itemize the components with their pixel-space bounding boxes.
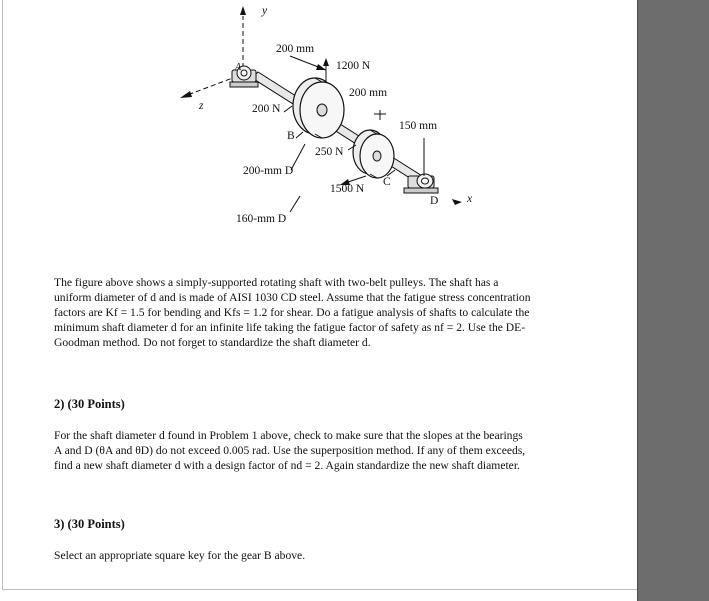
axis-z-label: z [199,100,204,112]
shaft-drawing [0,0,637,240]
point-d-label: D [430,195,439,207]
dim-150mm: 150 mm [399,120,438,132]
problem2-text [54,428,584,473]
axis-y-label: y [262,5,268,17]
pulley-c-diameter-label: 160-mm D [236,213,287,225]
problem2-heading: 2) (30 Points) [54,397,125,411]
problem2-line: For the shaft diameter d found in Problem 1 above, check to make sure that the slopes at the bearings [54,429,523,442]
problem3-text [54,548,584,563]
force-200n-label: 200 N [252,103,281,115]
problem1-line: factors are Kf = 1.5 for bending and Kfs = 1.2 for shear. Do a fatigue analysis of shafts to calculate the [54,306,530,319]
problem1-line: minimum shaft diameter d for an infinite life taking the fatigue factor of safety as nf = 2. Use the DE- [54,321,526,334]
problem3-line: Select an appropriate square key for the gear B above. [54,549,306,562]
page-bottom-border [2,589,637,590]
point-c-label: C [383,176,391,188]
point-a-label: A [235,62,242,73]
dim-200mm-mid: 200 mm [349,87,388,99]
problem2-line: A and D (θA and θD) do not exceed 0.005 rad. Use the superposition method. If any of them exceeds, [54,444,526,457]
force-250n-label: 250 N [315,146,344,158]
problem1-line: uniform diameter of d and is made of AISI 1030 CD steel. Assume that the fatigue stress concentration [54,291,531,304]
problem1-line: The figure above shows a simply-supported rotating shaft with two-belt pulleys. The shaft has a [54,276,499,289]
problem1-text [54,275,584,350]
axis-x-label: x [467,193,473,205]
force-1500n-label: 1500 N [330,183,365,195]
viewer-gutter [637,0,709,601]
problem1-line: Goodman method. Do not forget to standardize the shaft diameter d. [54,336,371,349]
pulley-b-diameter-label: 200-mm D [243,165,294,177]
shaft-figure [0,0,637,240]
problem2-line: find a new shaft diameter d with a design factor of nd = 2. Again standardize the new shaft diameter. [54,459,520,472]
point-b-label: B [287,130,295,142]
force-1200n-label: 1200 N [336,60,371,72]
dim-200mm-top: 200 mm [276,43,315,55]
problem3-heading: 3) (30 Points) [54,517,125,531]
